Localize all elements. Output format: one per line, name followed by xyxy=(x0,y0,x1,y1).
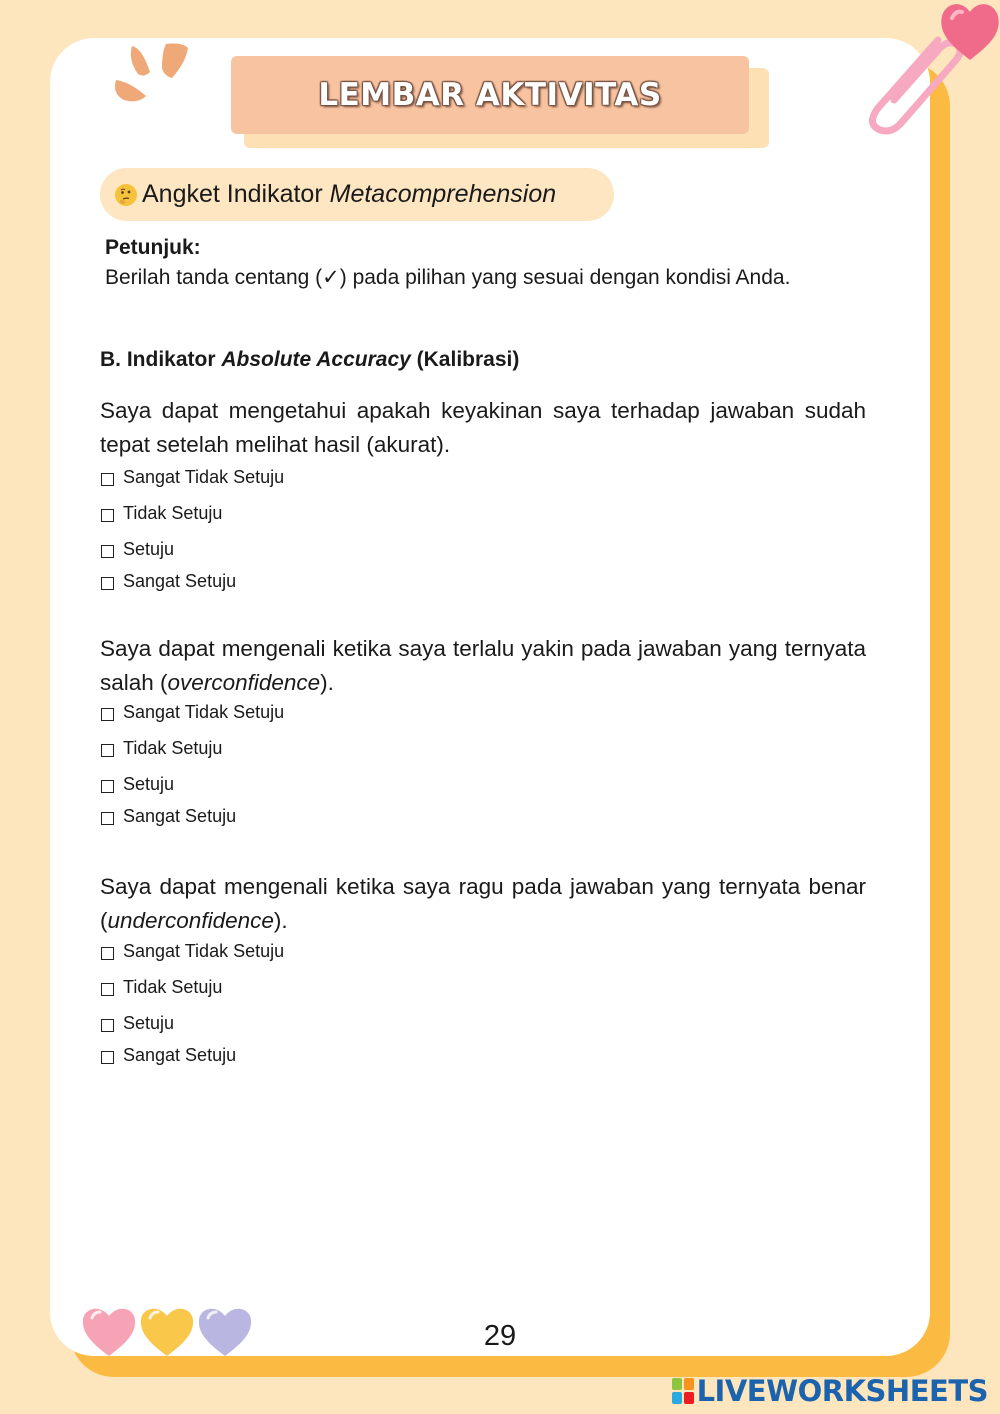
sparkle-icon xyxy=(108,38,196,106)
title-banner xyxy=(231,56,749,134)
liveworksheets-logo-icon xyxy=(672,1378,694,1404)
checkbox[interactable] xyxy=(101,708,114,721)
thinking-face-icon xyxy=(114,183,138,207)
question-3-text: Saya dapat mengenali ketika saya ragu pada jawaban yang ternyata benar (underconfidence). xyxy=(100,874,866,933)
question-3-option-2[interactable]: Tidak Setuju xyxy=(101,977,222,998)
page-number: 29 xyxy=(483,1320,517,1352)
question-2-option-1[interactable]: Sangat Tidak Setuju xyxy=(101,702,284,723)
section-title: B. Indikator Absolute Accuracy (Kalibrasi) xyxy=(100,348,520,371)
instructions-text: Berilah tanda centang (✓) pada pilihan yang sesuai dengan kondisi Anda. xyxy=(105,266,791,289)
checkbox[interactable] xyxy=(101,577,114,590)
question-1-option-3[interactable]: Setuju xyxy=(101,539,174,560)
checkbox[interactable] xyxy=(101,983,114,996)
question-3-option-4[interactable]: Sangat Setuju xyxy=(101,1045,236,1066)
paperclip-heart-icon xyxy=(860,0,1000,140)
checkbox[interactable] xyxy=(101,473,114,486)
question-1-option-1[interactable]: Sangat Tidak Setuju xyxy=(101,467,284,488)
question-2-option-3[interactable]: Setuju xyxy=(101,774,174,795)
question-1-text: Saya dapat mengetahui apakah keyakinan saya terhadap jawaban sudah tepat setelah melihat hasil (akurat). xyxy=(100,398,866,457)
question-1-option-2[interactable]: Tidak Setuju xyxy=(101,503,222,524)
questionnaire-title: Angket Indikator Metacomprehension xyxy=(142,180,557,208)
liveworksheets-watermark[interactable] xyxy=(672,1374,988,1408)
checkbox[interactable] xyxy=(101,545,114,558)
questionnaire-pill xyxy=(100,168,614,221)
checkbox[interactable] xyxy=(101,509,114,522)
page-title: LEMBAR AKTIVITAS xyxy=(318,77,662,113)
question-1-option-4[interactable]: Sangat Setuju xyxy=(101,571,236,592)
question-2-option-2[interactable]: Tidak Setuju xyxy=(101,738,222,759)
watermark-text: LIVEWORKSHEETS xyxy=(696,1374,988,1408)
question-2-option-4[interactable]: Sangat Setuju xyxy=(101,806,236,827)
question-3-option-3[interactable]: Setuju xyxy=(101,1013,174,1034)
checkbox[interactable] xyxy=(101,812,114,825)
checkbox[interactable] xyxy=(101,1051,114,1064)
checkbox[interactable] xyxy=(101,947,114,960)
question-2-text: Saya dapat mengenali ketika saya terlalu yakin pada jawaban yang ternyata salah (overconfidence). xyxy=(100,636,866,695)
question-3-option-1[interactable]: Sangat Tidak Setuju xyxy=(101,941,284,962)
checkbox[interactable] xyxy=(101,744,114,757)
checkbox[interactable] xyxy=(101,1019,114,1032)
checkbox[interactable] xyxy=(101,780,114,793)
instructions-label: Petunjuk: xyxy=(105,236,201,259)
